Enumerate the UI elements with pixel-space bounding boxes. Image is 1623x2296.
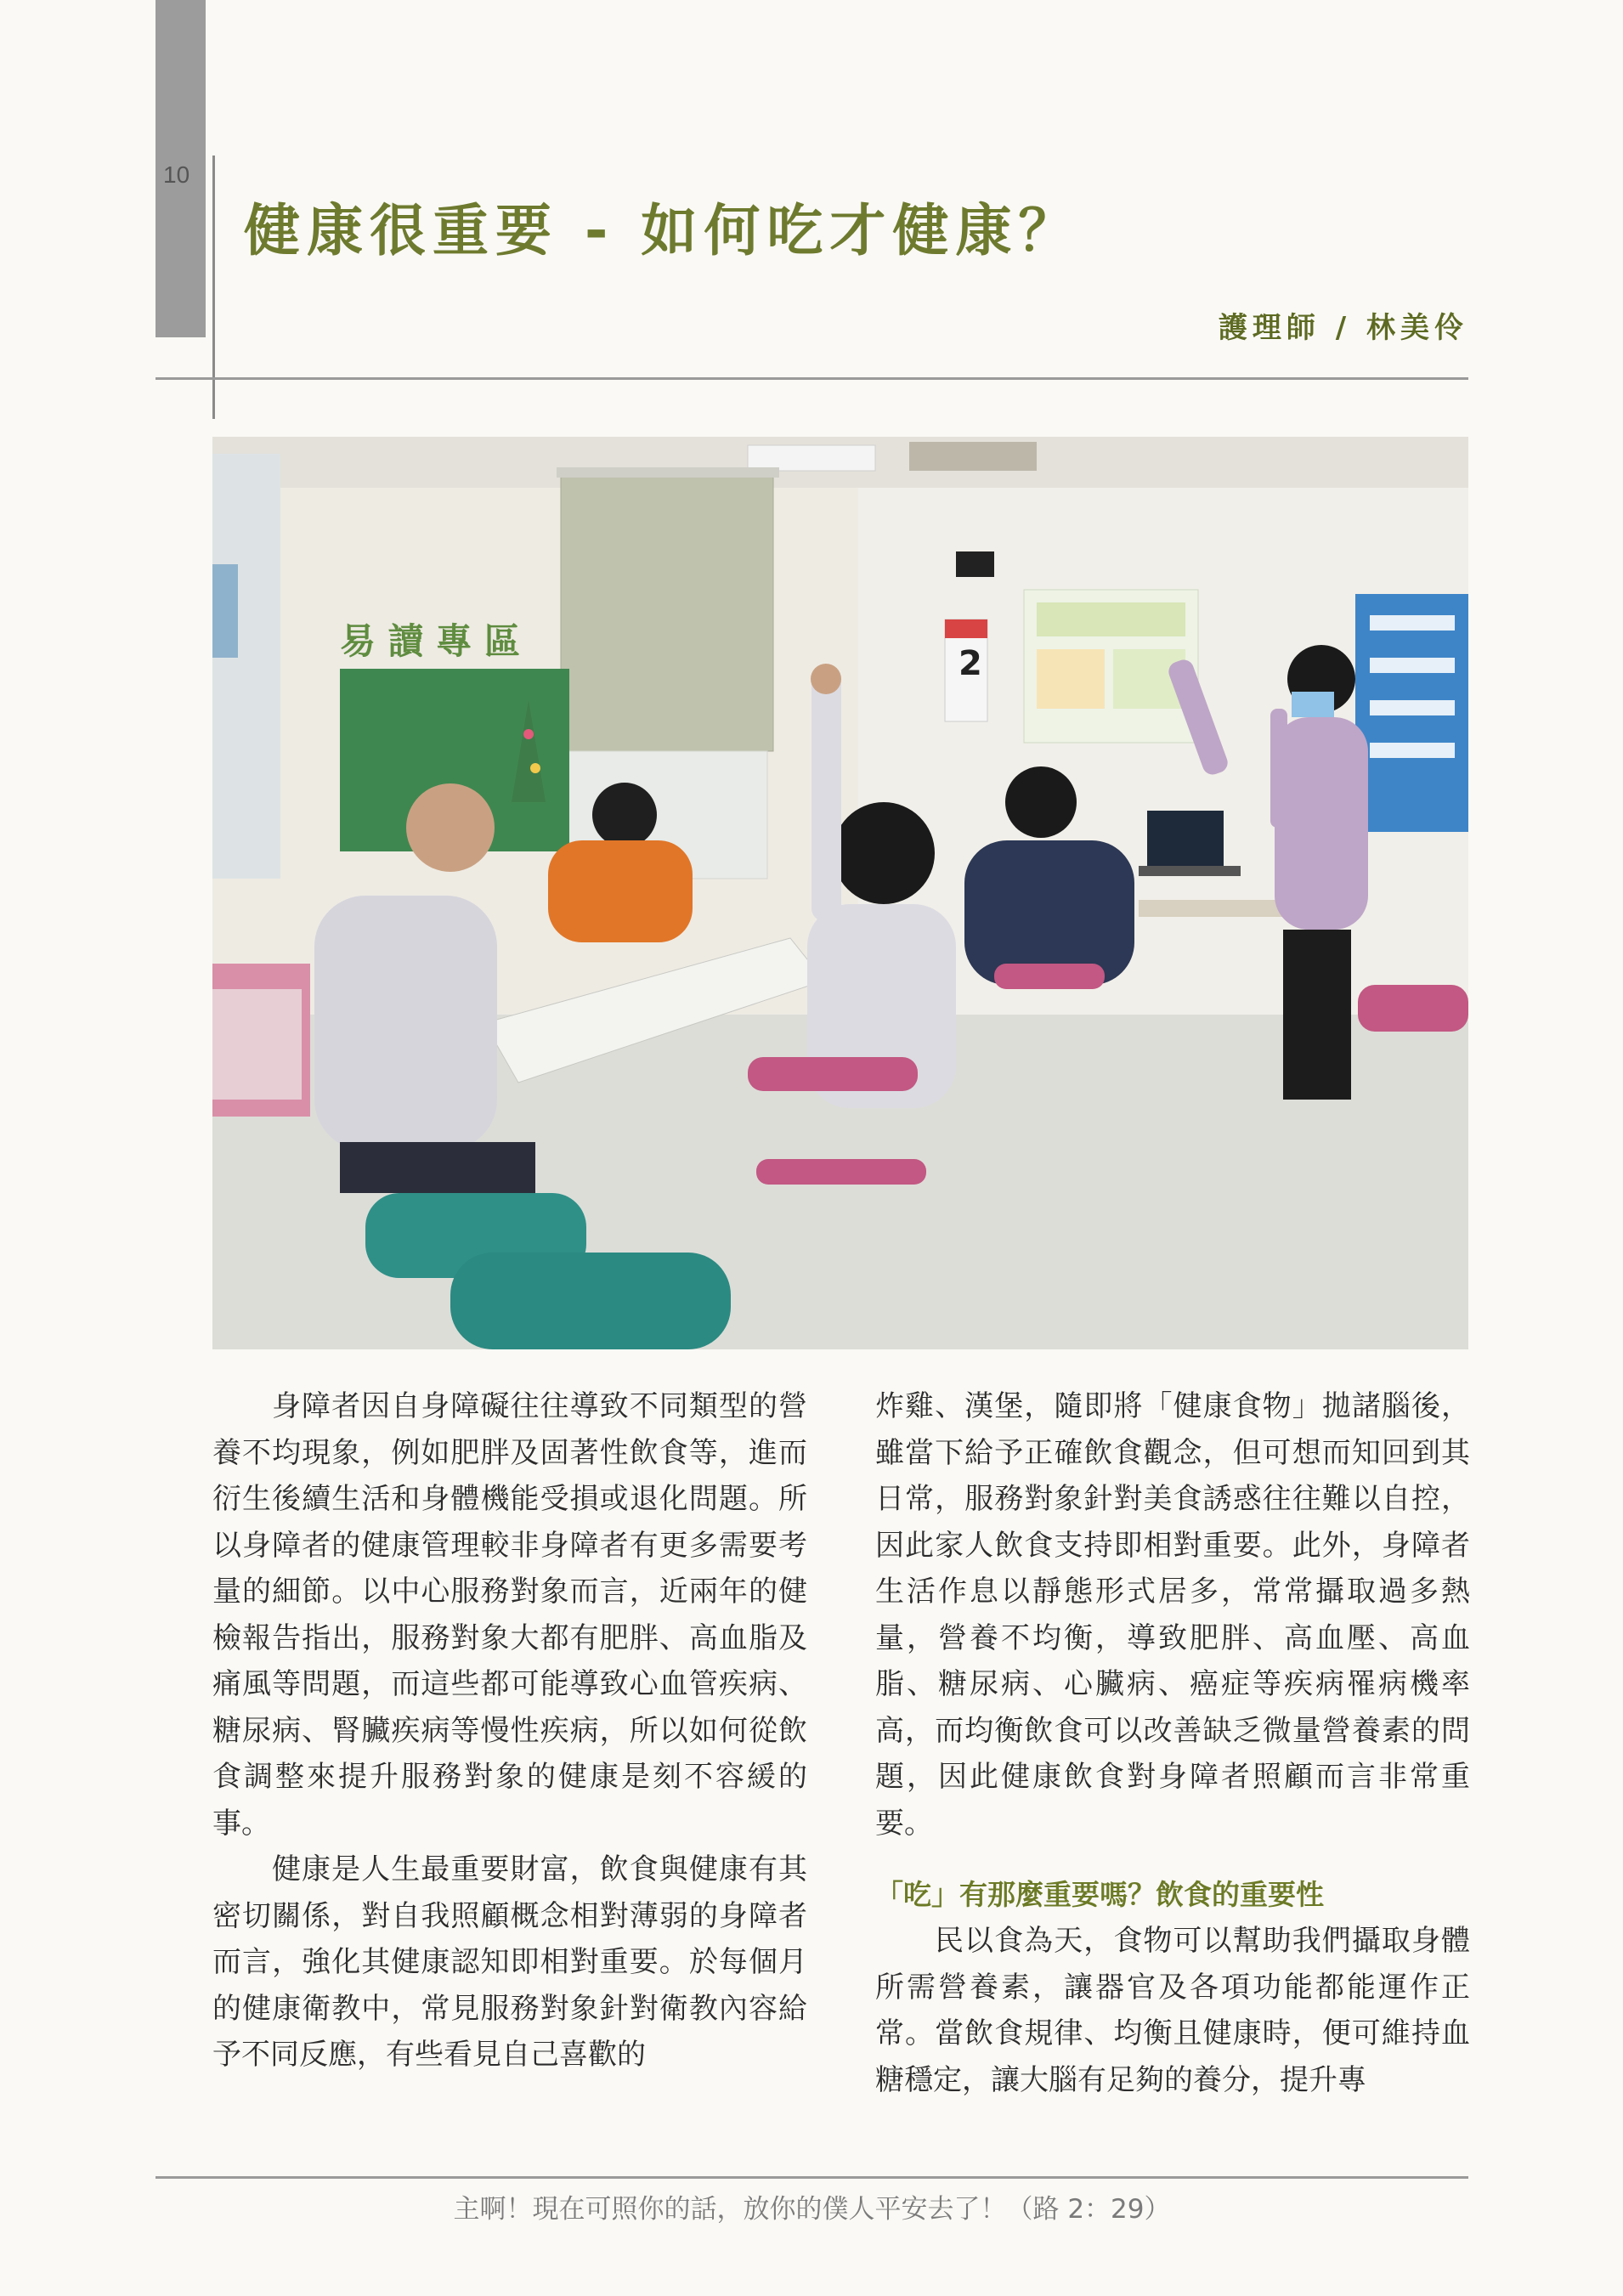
- classroom-photo: [212, 437, 1468, 1349]
- paragraph: 民以食為天，食物可以幫助我們攝取身體所需營養素，讓器官及各項功能都能運作正常。當飲食規律、均衡且健康時，便可維持血糖穩定，讓大腦有足夠的養分，提升專: [875, 1924, 1470, 2097]
- footer-divider: [156, 2176, 1468, 2179]
- calendar-day: 2: [959, 644, 982, 683]
- footer-verse: 主啊！現在可照你的話，放你的僕人平安去了！（路 2：29）: [453, 2194, 1171, 2225]
- paragraph: 炸雞、漢堡，隨即將「健康食物」拋諸腦後，雖當下給予正確飲食觀念，但可想而知回到其日常，服務對象針對美食誘惑往往難以自控，因此家人飲食支持即相對重要。此外，身障者生活作息以靜態形式居多，常常攝取過多熱量，營養不均衡，導致肥胖、高血壓、高血脂、糖尿病、心臟病、癌症等疾病罹病機率高，而均衡飲食可以改善缺乏微量營養素的問題，因此健康飲食對身障者照顧而言非常重要。: [875, 1389, 1470, 1841]
- body-column-right: [875, 1383, 1470, 2103]
- paragraph: 身障者因自身障礙往往導致不同類型的營養不均現象，例如肥胖及固著性飲食等，進而衍生後續生活和身體機能受損或退化問題。所以身障者的健康管理較非身障者有更多需要考量的細節。以中心服務對象而言，近兩年的健檢報告指出，服務對象大都有肥胖、高血脂及痛風等問題，而這些都可能導致心血管疾病、糖尿病、腎臟疾病等慢性疾病，所以如何從飲食調整來提升服務對象的健康是刻不容緩的事。: [212, 1389, 807, 1841]
- paragraph: 健康是人生最重要財富，飲食與健康有其密切關係，對自我照顧概念相對薄弱的身障者而言，強化其健康認知即相對重要。於每個月的健康衛教中，常見服務對象針對衛教內容給予不同反應，有些看見自己喜歡的: [212, 1852, 807, 2072]
- body-column-left: [212, 1383, 807, 2078]
- page-number: 10: [163, 161, 190, 188]
- article-title: 健康很重要 - 如何吃才健康？: [244, 198, 1082, 263]
- author-byline: 護理師 / 林美伶: [1218, 311, 1468, 345]
- section-subheading: 「吃」有那麼重要嗎？飲食的重要性: [875, 1878, 1324, 1911]
- wall-sign: 易 讀 專 區: [340, 620, 520, 662]
- header-divider: [156, 377, 1468, 380]
